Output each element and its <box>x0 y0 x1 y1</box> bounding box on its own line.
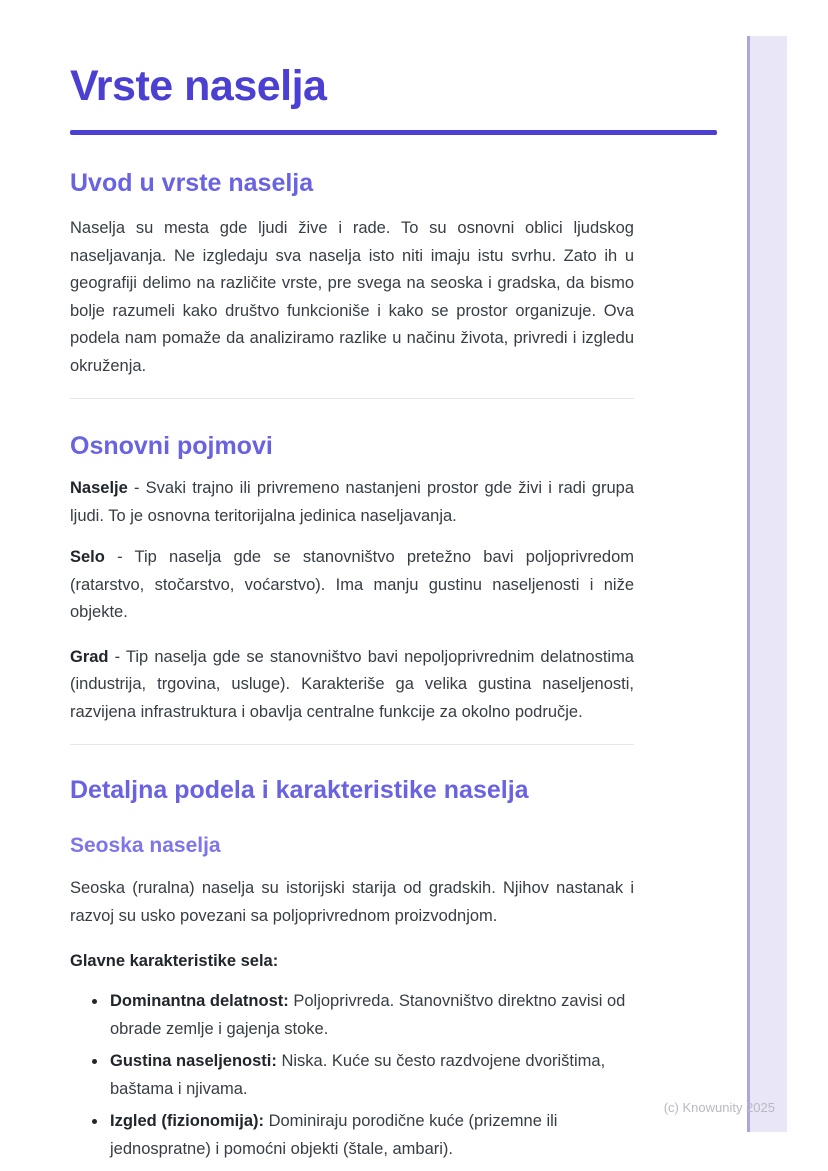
subsection-heading-seoska-naselja: Seoska naselja <box>70 834 221 857</box>
term-paragraph-naselje <box>70 475 634 530</box>
term-paragraph-selo <box>70 544 634 627</box>
intro-paragraph: Naselja su mesta gde ljudi žive i rade. To su osnovni oblici ljudskog naseljavanja. Ne izgledaju sva naselja isto niti imaju istu svrhu. Zato ih u geografiji delimo na različite vrste, pre svega na seoska i gradska, da bismo bolje razumeli kako društvo funkcioniše i kako se prostor organizuje. Ova podela nam pomaže da analiziramo razlike u načinu života, privredi i izgledu okruženja. <box>70 219 634 375</box>
right-accent-bar <box>747 36 787 1132</box>
bullet-lead: Izgled (fizionomija): <box>110 1112 264 1130</box>
section-heading-detaljna-podela: Detaljna podela i karakteristike naselja <box>70 776 529 804</box>
page-title: Vrste naselja <box>70 62 327 110</box>
bullet-text: Niska. Kuće su često razdvojene dvorištima, baštama i njivama. <box>110 1052 606 1098</box>
term-paragraph-grad <box>70 644 634 727</box>
bullet-text: Poljoprivreda. Stanovništvo direktno zavisi od obrade zemlje i gajenja stoke. <box>110 992 626 1038</box>
list-item-izgled-fizionomija <box>108 1108 634 1163</box>
section-heading-uvod: Uvod u vrste naselja <box>70 169 314 197</box>
section-heading-osnovni-pojmovi: Osnovni pojmovi <box>70 432 273 460</box>
section-divider <box>70 744 634 745</box>
term-name: Selo <box>70 548 105 566</box>
document-content <box>70 0 634 1168</box>
term-name: Naselje <box>70 479 128 497</box>
term-definition: - Svaki trajno ili privremeno nastanjeni prostor gde živi i radi grupa ljudi. To je osnovna teritorijalna jedinica naseljavanja. <box>70 479 634 525</box>
characteristics-list <box>70 988 634 1163</box>
section-divider <box>70 398 634 399</box>
list-item-dominantna-delatnost <box>108 988 634 1043</box>
bullet-text: Dominiraju porodične kuće (prizemne ili jednospratne) i pomoćni objekti (štale, ambari). <box>110 1112 558 1158</box>
bullet-list-title: Glavne karakteristike sela: <box>70 952 279 970</box>
copyright-footer: (c) Knowunity 2025 <box>663 1100 775 1115</box>
term-definition: - Tip naselja gde se stanovništvo pretežno bavi poljoprivredom (ratarstvo, stočarstvo, voćarstvo). Ima manju gustinu naseljenosti i niže objekte. <box>70 548 634 621</box>
title-underline-rule <box>70 130 717 135</box>
term-definition: - Tip naselja gde se stanovništvo bavi nepoljoprivrednim delatnostima (industrija, trgovina, usluge). Karakteriše ga velika gustina naseljenosti, razvijena infrastruktura i obavlja centralne funkcije za okolno područje. <box>70 647 634 721</box>
bullet-lead: Gustina naseljenosti: <box>110 1052 277 1070</box>
bullet-lead: Dominantna delatnost: <box>110 992 289 1010</box>
seoska-paragraph: Seoska (ruralna) naselja su istorijski starija od gradskih. Njihov nastanak i razvoj su usko povezani sa poljoprivrednom proizvodnjom. <box>70 879 634 925</box>
term-name: Grad <box>70 647 109 666</box>
list-item-gustina-naseljenosti <box>108 1048 634 1103</box>
